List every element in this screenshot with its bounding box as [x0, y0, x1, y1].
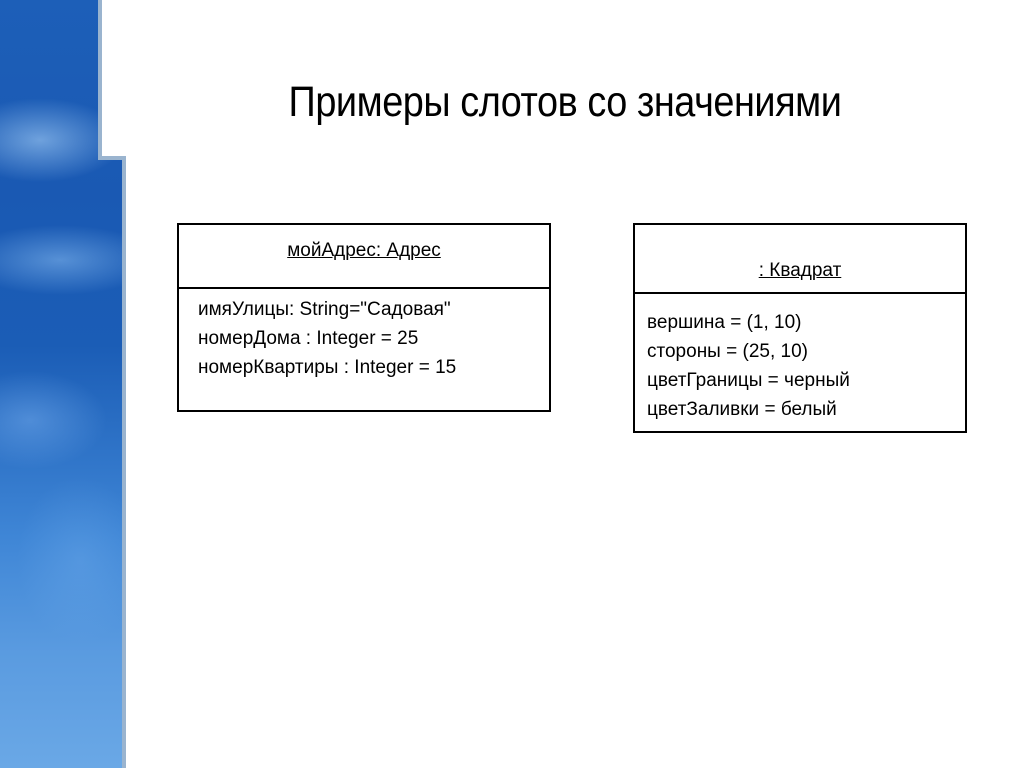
uml-object-address [177, 223, 551, 412]
decorative-band-notch [98, 0, 126, 160]
uml-slot: цветЗаливки = белый [647, 399, 837, 420]
uml-object-name: : Квадрат [758, 260, 842, 281]
uml-slot: номерКвартиры : Integer = 15 [198, 357, 457, 378]
uml-slot: номерДома : Integer = 25 [198, 328, 419, 349]
uml-slot-list [179, 289, 549, 382]
uml-object-header [179, 225, 549, 289]
uml-slot: стороны = (25, 10) [647, 341, 808, 362]
uml-slot: имяУлицы: String="Садовая" [198, 299, 451, 320]
uml-object-header [635, 225, 965, 294]
uml-object-square [633, 223, 967, 433]
uml-slot: вершина = (1, 10) [647, 312, 802, 333]
uml-slot: цветГраницы = черный [647, 370, 850, 391]
slide-title: Примеры слотов со значениями [288, 78, 842, 126]
uml-object-name: мойАдрес: Адрес [287, 240, 441, 261]
uml-slot-list [635, 294, 965, 424]
